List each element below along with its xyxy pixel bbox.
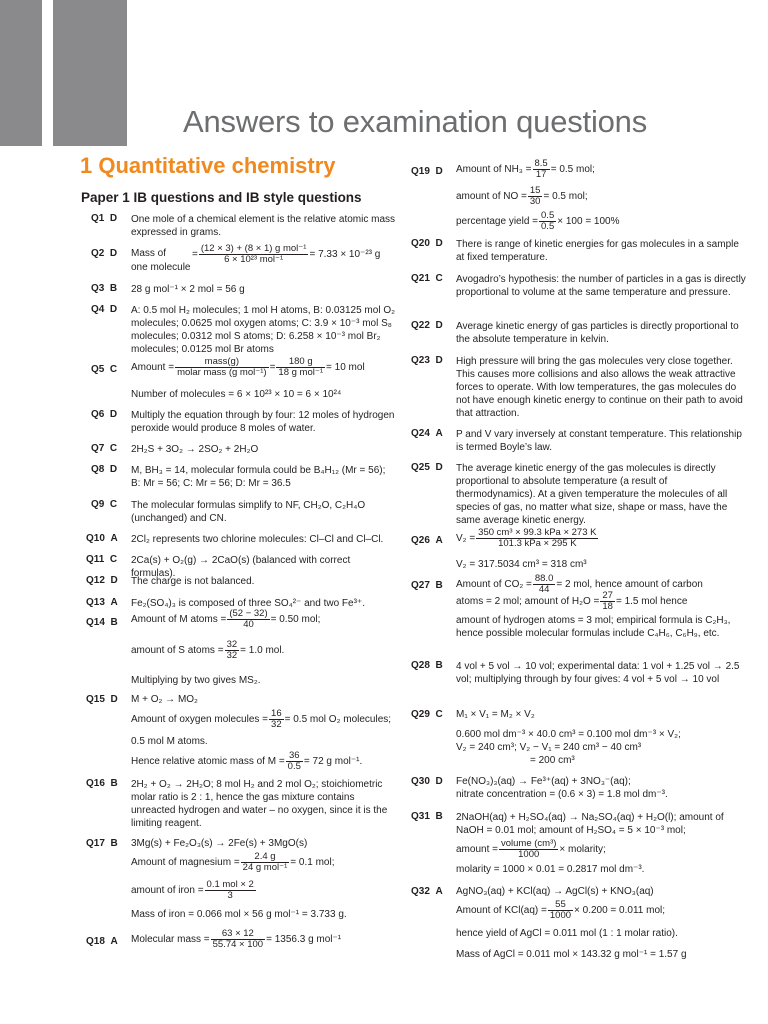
answer-equation: amount = $\frac{\text{volume (cm³)}}{1000}$ × molarity; [456, 838, 606, 860]
question-number: Q10 A [86, 533, 118, 544]
answer-text: The charge is not balanced. [131, 576, 255, 587]
question-number: Q4 D [91, 304, 118, 315]
answer-line: Mass of AgCl = 0.011 mol × 143.32 g mol⁻¹ = 1.57 g [456, 949, 687, 960]
answer-line: 3Mg(s) + Fe₂O₃(s) → 2Fe(s) + 3MgO(s) [131, 838, 308, 849]
answer-text: The average kinetic energy of the gas molecules is directly proportional to absolute temperature (a result of thermodynamics). At a given temperature the molecules of all species of gas, no matter what size, shape or mass, have the same average kinetic energy. [456, 463, 728, 526]
answer-text: Avogadro’s hypothesis: the number of particles in a gas is directly proportional to volume at the same temperature and pressure. [456, 274, 746, 298]
question-number: Q3 B [91, 283, 118, 294]
question-number: Q15 D [86, 694, 118, 705]
answer-line: M₁ × V₁ = M₂ × V₂ [456, 709, 535, 720]
answer-equation: V₂ = $\frac{\text{350 cm³ × 99.3 kPa × 273 K}}{\text{101.3 kPa × 295 K}}$ [456, 527, 597, 549]
question-number: Q20 D [411, 238, 443, 249]
question-number: Q1 D [91, 213, 118, 224]
answer-equation: Molecular mass = $\frac{63 \times 12}{55.74 \times 100}$ = 1356.3 g mol⁻¹ [131, 928, 342, 950]
question-number: Q17 B [86, 838, 118, 849]
answer-text: P and V vary inversely at constant temperature. This relationship is termed Boyle’s law. [456, 429, 742, 453]
answer-equation: Amount of NH₃ = $\frac{8.5}{17}$ = 0.5 mol; [456, 158, 595, 180]
answer-equation: Amount of KCl(aq) = $\frac{55}{1000}$ × 0.200 = 0.011 mol; [456, 899, 666, 921]
answer-equation: Amount of magnesium = $\frac{2.4 g}{\text{24 g mol⁻¹}}$ = 0.1 mol; [131, 851, 335, 873]
question-number: Q28 B [411, 660, 443, 671]
answer-text: One mole of a chemical element is the relative atomic mass expressed in grams. [131, 214, 395, 238]
answer-text: amount of hydrogen atoms = 3 mol; empirical formula is C₂H₃, hence possible molecular formulas include C₄H₆, C₆H₉, etc. [456, 615, 731, 639]
answer-equation: Amount of M atoms = $\frac{(52 - 32)}{40}$ = 0.50 mol; [131, 608, 321, 630]
answer-line: 0.5 mol M atoms. [131, 736, 208, 747]
question-number: Q19 D [411, 166, 443, 177]
answer-equation: amount of S atoms = $\frac{32}{32}$ = 1.0 mol. [131, 639, 285, 661]
chapter-heading: 1 Quantitative chemistry [80, 153, 336, 178]
question-number: Q23 D [411, 355, 443, 366]
answer-line: V₂ = 240 cm³; V₂ − V₁ = 240 cm³ − 40 cm³ [456, 742, 642, 753]
question-number: Q9 C [91, 499, 118, 510]
question-number: Q27 B [411, 580, 443, 591]
question-number: Q12 D [86, 575, 118, 586]
answer-equation: = $\frac{\text{(12 × 3) + (8 × 1) g mol⁻¹}}{\text{6 × 10²³ mol⁻¹}}$ = 7.33 × 10⁻²³ g [192, 243, 381, 265]
question-number: Q31 B [411, 811, 443, 822]
question-number: Q2 D [91, 248, 118, 259]
question-number: Q11 C [86, 554, 118, 565]
answer-line: Multiplying by two gives MS₂. [131, 675, 261, 686]
answer-equation: amount of NO = $\frac{15}{30}$ = 0.5 mol; [456, 185, 588, 207]
answer-text: 4 vol + 5 vol → 10 vol; experimental data: 1 vol + 1.25 vol → 2.5 vol; multiplying through by four gives: 4 vol + 5 vol → 10 vol [456, 661, 740, 685]
question-number: Q18 A [86, 936, 118, 947]
section-subheading: Paper 1 IB questions and IB style questions [81, 190, 362, 205]
answer-line: 0.600 mol dm⁻³ × 40.0 cm³ = 0.100 mol dm⁻³ × V₂; [456, 729, 681, 740]
answer-text: 2H₂ + O₂ → 2H₂O; 8 mol H₂ and 2 mol O₂; stoichiometric molar ratio is 2 : 1, hence the gas mixture contains unreacted hydrogen and water – no oxygen, since it is the limiting reagent. [131, 779, 388, 829]
question-number: Q16 B [86, 778, 118, 789]
answer-text: Multiply the equation through by four: 12 moles of hydrogen peroxide would produce 8 moles of water. [131, 410, 395, 434]
answer-equation: percentage yield = $\frac{0.5}{0.5}$ × 100 = 100% [456, 210, 620, 232]
answer-line: Number of molecules = 6 × 10²³ × 10 = 6 × 10²⁴ [131, 389, 342, 400]
answer-equation: Amount = $\frac{\text{mass(g)}}{\text{molar mass (g mol⁻¹)}}$ = $\frac{180 g}{\text{18 g mol⁻¹}}$ = 10 mol [131, 356, 365, 378]
answer-line: Mass of iron = 0.066 mol × 56 g mol⁻¹ = 3.733 g. [131, 909, 347, 920]
answer-text: 2NaOH(aq) + H₂SO₄(aq) → Na₂SO₄(aq) + H₂O(l); amount of NaOH = 0.01 mol; amount of H₂SO₄ = 5 × 10⁻³ mol; [456, 812, 724, 836]
decorative-bar-left [0, 0, 42, 146]
question-number: Q30 D [411, 776, 443, 787]
question-number: Q13 A [86, 597, 118, 608]
answer-text: The molecular formulas simplify to NF, CH₂O, C₂H₄O (unchanged) and CN. [131, 500, 366, 524]
answer-text: A: 0.5 mol H₂ molecules; 1 mol H atoms, B: 0.03125 mol O₂ molecules; 0.0625 mol oxygen atoms; C: 3.9 × 10⁻³ mol S₈ molecules; 0.0312 mol S atoms; D: 6.258 × 10⁻³ mol Br₂ molecules; 0.0125 mol Br atoms [131, 305, 395, 355]
answer-line: Fe(NO₃)₃(aq) → Fe³⁺(aq) + 3NO₃⁻(aq); [456, 776, 631, 787]
question-number: Q7 C [91, 443, 118, 454]
answer-equation: amount of iron = $\frac{\text{0.1 mol × 2}}{3}$ [131, 879, 254, 901]
question-number: Q5 C [91, 364, 118, 375]
answer-equation: Hence relative atomic mass of M = $\frac{36}{0.5}$ = 72 g mol⁻¹. [131, 750, 363, 772]
answer-text: 28 g mol⁻¹ × 2 mol = 56 g [131, 284, 245, 295]
question-number: Q14 B [86, 617, 118, 628]
question-number: Q8 D [91, 464, 118, 475]
answer-line: = 200 cm³ [530, 755, 575, 766]
answer-line: AgNO₃(aq) + KCl(aq) → AgCl(s) + KNO₃(aq) [456, 886, 654, 897]
answer-text: 2Ca(s) + O₂(g) → 2CaO(s) (balanced with correct formulas). [131, 555, 351, 579]
answer-line: nitrate concentration = (0.6 × 3) = 1.8 mol dm⁻³. [456, 789, 668, 800]
answer-text: Average kinetic energy of gas particles is directly proportional to the absolute temperature in kelvin. [456, 321, 739, 345]
answer-line: molarity = 1000 × 0.01 = 0.2817 mol dm⁻³. [456, 864, 645, 875]
answer-line: Mass of [131, 248, 167, 259]
question-number: Q22 D [411, 320, 443, 331]
answer-text: M, BH₃ = 14, molecular formula could be B₄H₁₂ (Mr = 56); B: Mr = 56; C: Mr = 56; D: Mr = 36.5 [131, 465, 386, 489]
answer-text: There is range of kinetic energies for gas molecules in a sample at fixed temperature. [456, 239, 739, 263]
answer-line: M + O₂ → MO₂ [131, 694, 198, 705]
question-number: Q32 A [411, 886, 443, 897]
answer-equation: Amount of oxygen molecules = $\frac{16}{32}$ = 0.5 mol O₂ molecules; [131, 708, 392, 730]
question-number: Q21 C [411, 273, 443, 284]
answer-text: Fe₂(SO₄)₃ is composed of three SO₄²⁻ and two Fe³⁺. [131, 598, 365, 609]
answer-text: 2Cl₂ represents two chlorine molecules: Cl–Cl and Cl–Cl. [131, 534, 384, 545]
question-number: Q26 A [411, 535, 443, 546]
answer-line: one molecule [131, 262, 191, 273]
page-title: Answers to examination questions [183, 104, 648, 139]
question-number: Q29 C [411, 709, 443, 720]
answer-line: V₂ = 317.5034 cm³ = 318 cm³ [456, 559, 587, 570]
answer-text: High pressure will bring the gas molecules very close together. This causes more collisions and also allows the weak attractive forces to operate. With low temperatures, the gas molecules do not have enough kinetic energy to continue on their path to avoid that attraction. [456, 356, 743, 419]
question-number: Q6 D [91, 409, 118, 420]
answer-text: 2H₂S + 3O₂ → 2SO₂ + 2H₂O [131, 444, 259, 455]
answer-equation: atoms = 2 mol; amount of H₂O = $\frac{27}{18}$ = 1.5 mol hence [456, 590, 688, 612]
question-number: Q24 A [411, 428, 443, 439]
answer-equation: Amount of CO₂ = $\frac{88.0}{44}$ = 2 mol, hence amount of carbon [456, 573, 703, 595]
question-number: Q25 D [411, 462, 443, 473]
answer-line: hence yield of AgCl = 0.011 mol (1 : 1 molar ratio). [456, 928, 678, 939]
decorative-bar-right [53, 0, 127, 146]
